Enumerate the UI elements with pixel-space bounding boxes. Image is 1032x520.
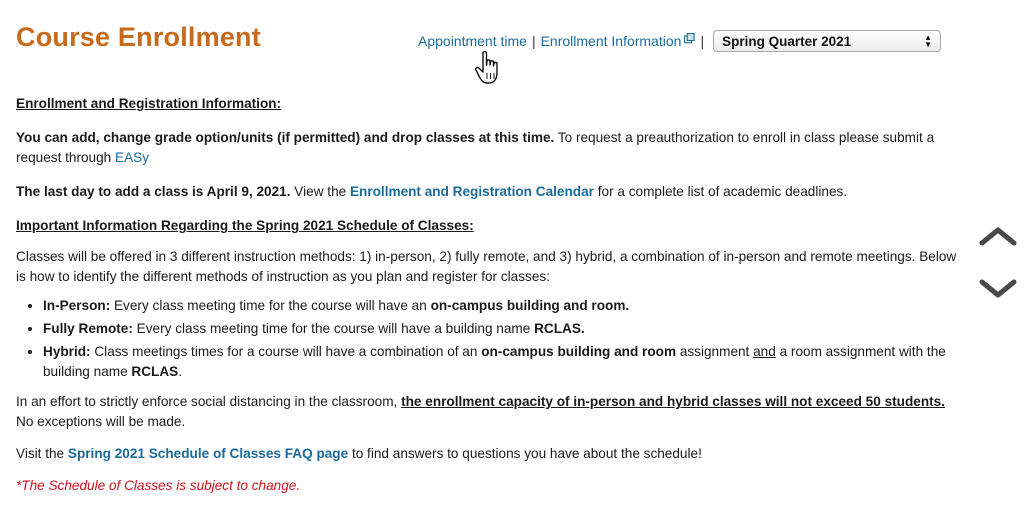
faq-link[interactable]: Spring 2021 Schedule of Classes FAQ page xyxy=(67,446,349,461)
select-arrows-icon: ▲ ▼ xyxy=(924,33,933,49)
external-link-icon xyxy=(684,33,695,44)
list-item: • Fully Remote: Every class meeting time for the course will have a building name RCLAS. xyxy=(43,319,961,339)
schedule-heading: Important Information Regarding the Spring 2021 Schedule of Classes: xyxy=(16,218,474,233)
main-content xyxy=(16,94,961,496)
add-drop-paragraph: You can add, change grade option/units (if permitted) and drop classes at this time. To request a preauthorization to enroll in class please submit a request through EASy xyxy=(16,130,935,165)
term-select[interactable] xyxy=(713,30,941,52)
last-day-paragraph: The last day to add a class is April 9, 2021. View the Enrollment and Registration Calendar for a complete list of academic deadlines. xyxy=(16,184,848,199)
nav-separator: | xyxy=(531,33,536,49)
social-distancing-paragraph: In an effort to strictly enforce social distancing in the classroom, the enrollment capacity of in-person and hybrid classes will not exceed 50 students. No exceptions will be made. xyxy=(16,394,945,429)
instruction-methods-list xyxy=(16,296,961,382)
appointment-time-link[interactable]: Appointment time xyxy=(418,33,527,49)
instruction-methods-paragraph: Classes will be offered in 3 different instruction methods: 1) in-person, 2) fully remote, and 3) hybrid, a combination of in-person and remote meetings. Below is how to identify the different methods of instruction as you plan and register for classes: xyxy=(16,249,957,284)
list-item: • Hybrid: Class meetings times for a course will have a combination of an on-campus building and room assignment and a room assignment with the building name RCLAS. xyxy=(43,342,961,382)
chevron-up-icon[interactable] xyxy=(978,225,1018,247)
term-select-value: Spring Quarter 2021 xyxy=(722,33,852,49)
list-item: • In-Person: Every class meeting time for the course will have an on-campus building and room. xyxy=(43,296,961,316)
page-title: Course Enrollment xyxy=(16,22,261,52)
enrollment-heading: Enrollment and Registration Information: xyxy=(16,96,282,111)
schedule-change-note: *The Schedule of Classes is subject to change. xyxy=(16,478,301,493)
enrollment-information-link[interactable] xyxy=(541,33,696,49)
nav-separator: | xyxy=(700,33,705,49)
faq-paragraph: Visit the Spring 2021 Schedule of Classes FAQ page to find answers to questions you have about the schedule! xyxy=(16,446,702,461)
easy-link[interactable]: EASy xyxy=(115,150,149,165)
enrollment-calendar-link[interactable]: Enrollment and Registration Calendar xyxy=(349,184,594,199)
chevron-down-icon[interactable] xyxy=(978,277,1018,299)
hand-pointer-icon xyxy=(474,50,502,86)
enrollment-information-label: Enrollment Information xyxy=(540,33,682,49)
